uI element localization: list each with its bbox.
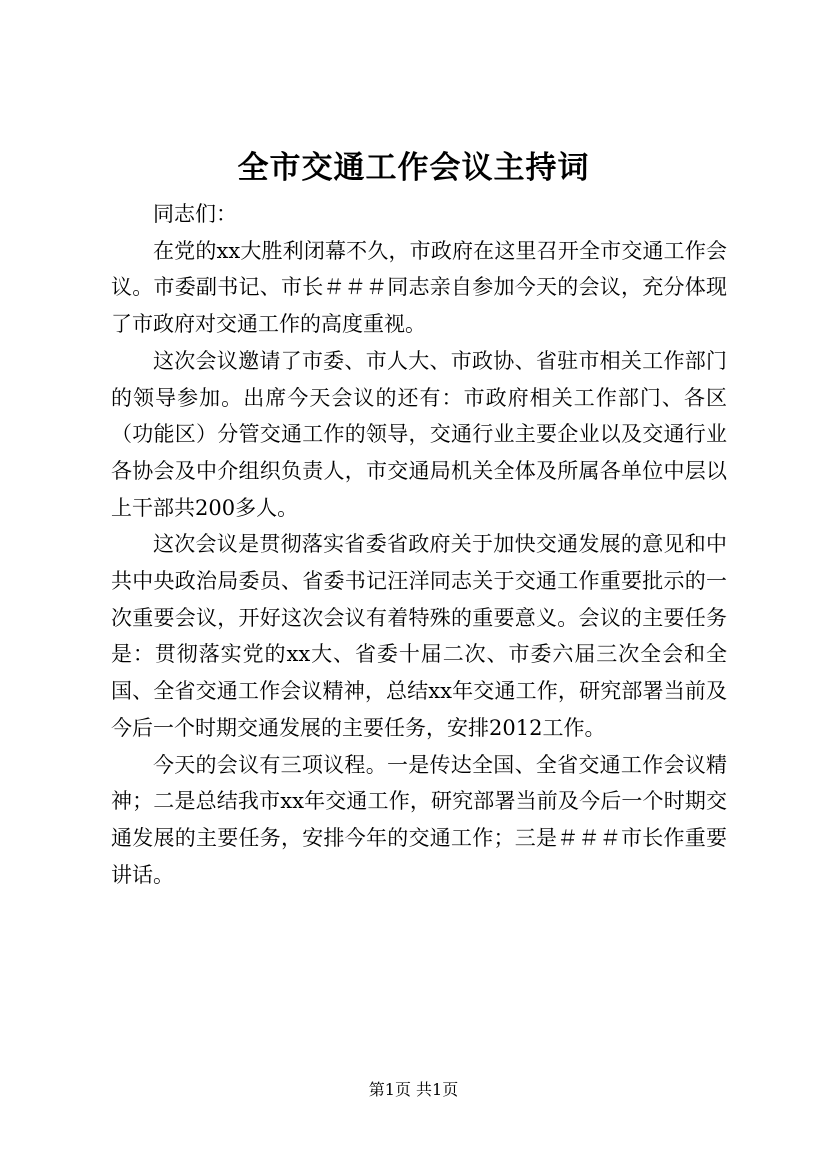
paragraph-2: 这次会议邀请了市委、市人大、市政协、省驻市相关工作部门的领导参加。出席今天会议的还有：市政府相关工作部门、各区（功能区）分管交通工作的领导，交通行业主要企业以及交通行业各协会及中介组织负责人，市交通局机关全体及所属各单位中层以上干部共200多人。 [111,348,727,520]
page-footer: 第1页 共1页 [368,1080,459,1099]
salutation: 同志们： [153,202,237,226]
paragraph-3: 这次会议是贯彻落实省委省政府关于加快交通发展的意见和中共中央政治局委员、省委书记汪洋同志关于交通工作重要批示的一次重要会议，开好这次会议有着特殊的重要意义。会议的主要任务是：贯彻落实党的xx大、省委十届二次、市委六届三次全会和全国、全省交通工作会议精神，总结xx年交通工作，研究部署当前及今后一个时期交通发展的主要任务，安排2012工作。 [111,532,727,740]
document-title: 全市交通工作会议主持词 [237,150,590,186]
paragraph-4: 今天的会议有三项议程。一是传达全国、全省交通工作会议精神；二是总结我市xx年交通工作，研究部署当前及今后一个时期交通发展的主要任务，安排今年的交通工作；三是＃＃＃市长作重要讲话。 [111,752,727,887]
document-body [111,196,727,893]
paragraph-1: 在党的xx大胜利闭幕不久，市政府在这里召开全市交通工作会议。市委副书记、市长＃＃＃同志亲自参加今天的会议，充分体现了市政府对交通工作的高度重视。 [111,238,727,337]
